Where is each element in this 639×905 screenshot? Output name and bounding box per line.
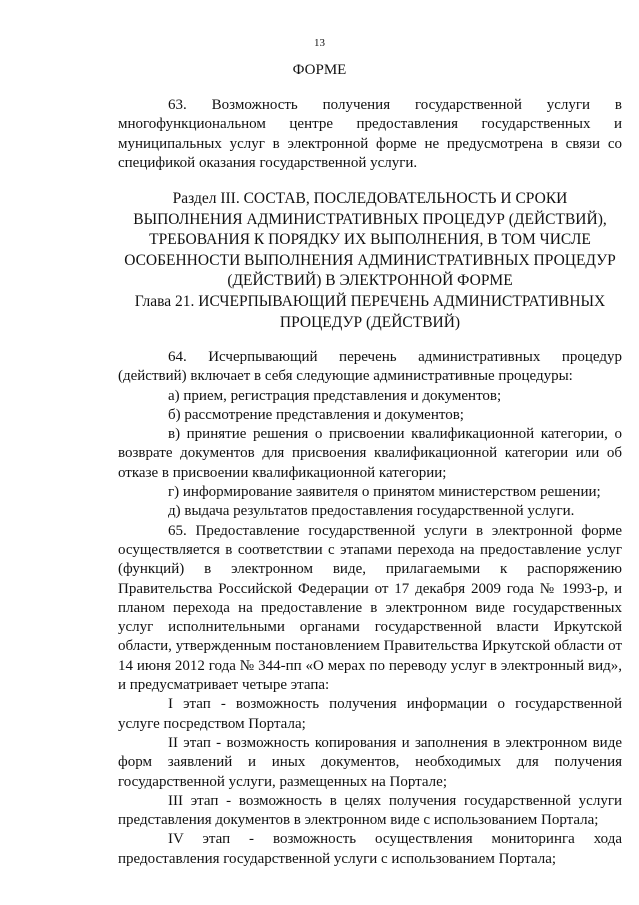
stage-item: IV этап - возможность осуществления мониторинга хода предоставления государственной услуги с использованием Портала; [118, 831, 622, 867]
page-number: 13 [314, 37, 325, 49]
main-body [118, 348, 622, 869]
list-item: а) прием, регистрация представления и документов; [168, 387, 502, 404]
stage-item: II этап - возможность копирования и заполнения в электронном виде форм заявлений и иных документов, необходимых для получения государственной услуги, размещенных на Портале; [118, 734, 622, 790]
stage-item: I этап - возможность получения информации о государственной услуге посредством Портала; [118, 696, 622, 732]
continuation-word: ФОРМЕ [292, 62, 347, 78]
chapter-title: Глава 21. ИСЧЕРПЫВАЮЩИЙ ПЕРЕЧЕНЬ АДМИНИСТРАТИВНЫХ ПРОЦЕДУР (ДЕЙСТВИЙ) [134, 293, 606, 331]
paragraph-65: 65. Предоставление государственной услуги в электронной форме осуществляется в соответствии с этапами перехода на предоставление услуг (функций) в электронном виде, прилагаемыми к распоряжению Правительства Российской Федерации от 17 декабря 2009 года № 1993-р, и планом перехода на предоставление в электронном виде государственных услуг исполнительными органами государственной власти Иркутской области, утвержденным постановлением Правительства Иркутской области от 14 июня 2012 года № 344-пп «О мерах по переводу услуг в электронный вид», и предусматривает четыре этапа: [118, 522, 622, 694]
list-item: б) рассмотрение представления и документов; [168, 406, 464, 423]
stage-item: III этап - возможность в целях получения государственной услуги представления документов в электронном виде с использованием Портала; [118, 792, 622, 829]
list-item: г) информирование заявителя о принятом министерством решении; [168, 484, 601, 501]
list-item: д) выдача результатов предоставления государственной услуги. [168, 503, 575, 520]
paragraph-63-block [118, 96, 622, 173]
paragraph-64: 64. Исчерпывающий перечень административных процедур (действий) включает в себя следующие административные процедуры: [118, 349, 622, 385]
list-item: в) принятие решения о присвоении квалификационной категории, о возврате документов для присвоения квалификационной категории или об отказе в присвоении квалификационной категории; [118, 426, 622, 481]
paragraph-63: 63. Возможность получения государственной услуги в многофункциональном центре предоставления государственных и муниципальных услуг в электронной форме не предусмотрена в связи со спецификой оказания государственной услуги. [118, 97, 622, 171]
section-title: Раздел III. СОСТАВ, ПОСЛЕДОВАТЕЛЬНОСТЬ И СРОКИ ВЫПОЛНЕНИЯ АДМИНИСТРАТИВНЫХ ПРОЦЕДУР (ДЕЙСТВИЙ), ТРЕБОВАНИЯ К ПОРЯДКУ ИХ ВЫПОЛНЕНИЯ, В ТОМ ЧИСЛЕ ОСОБЕННОСТИ ВЫПОЛНЕНИЯ АДМИНИСТРАТИВНЫХ ПРОЦЕДУР (ДЕЙСТВИЙ) В ЭЛЕКТРОННОЙ ФОРМЕ [124, 190, 616, 289]
